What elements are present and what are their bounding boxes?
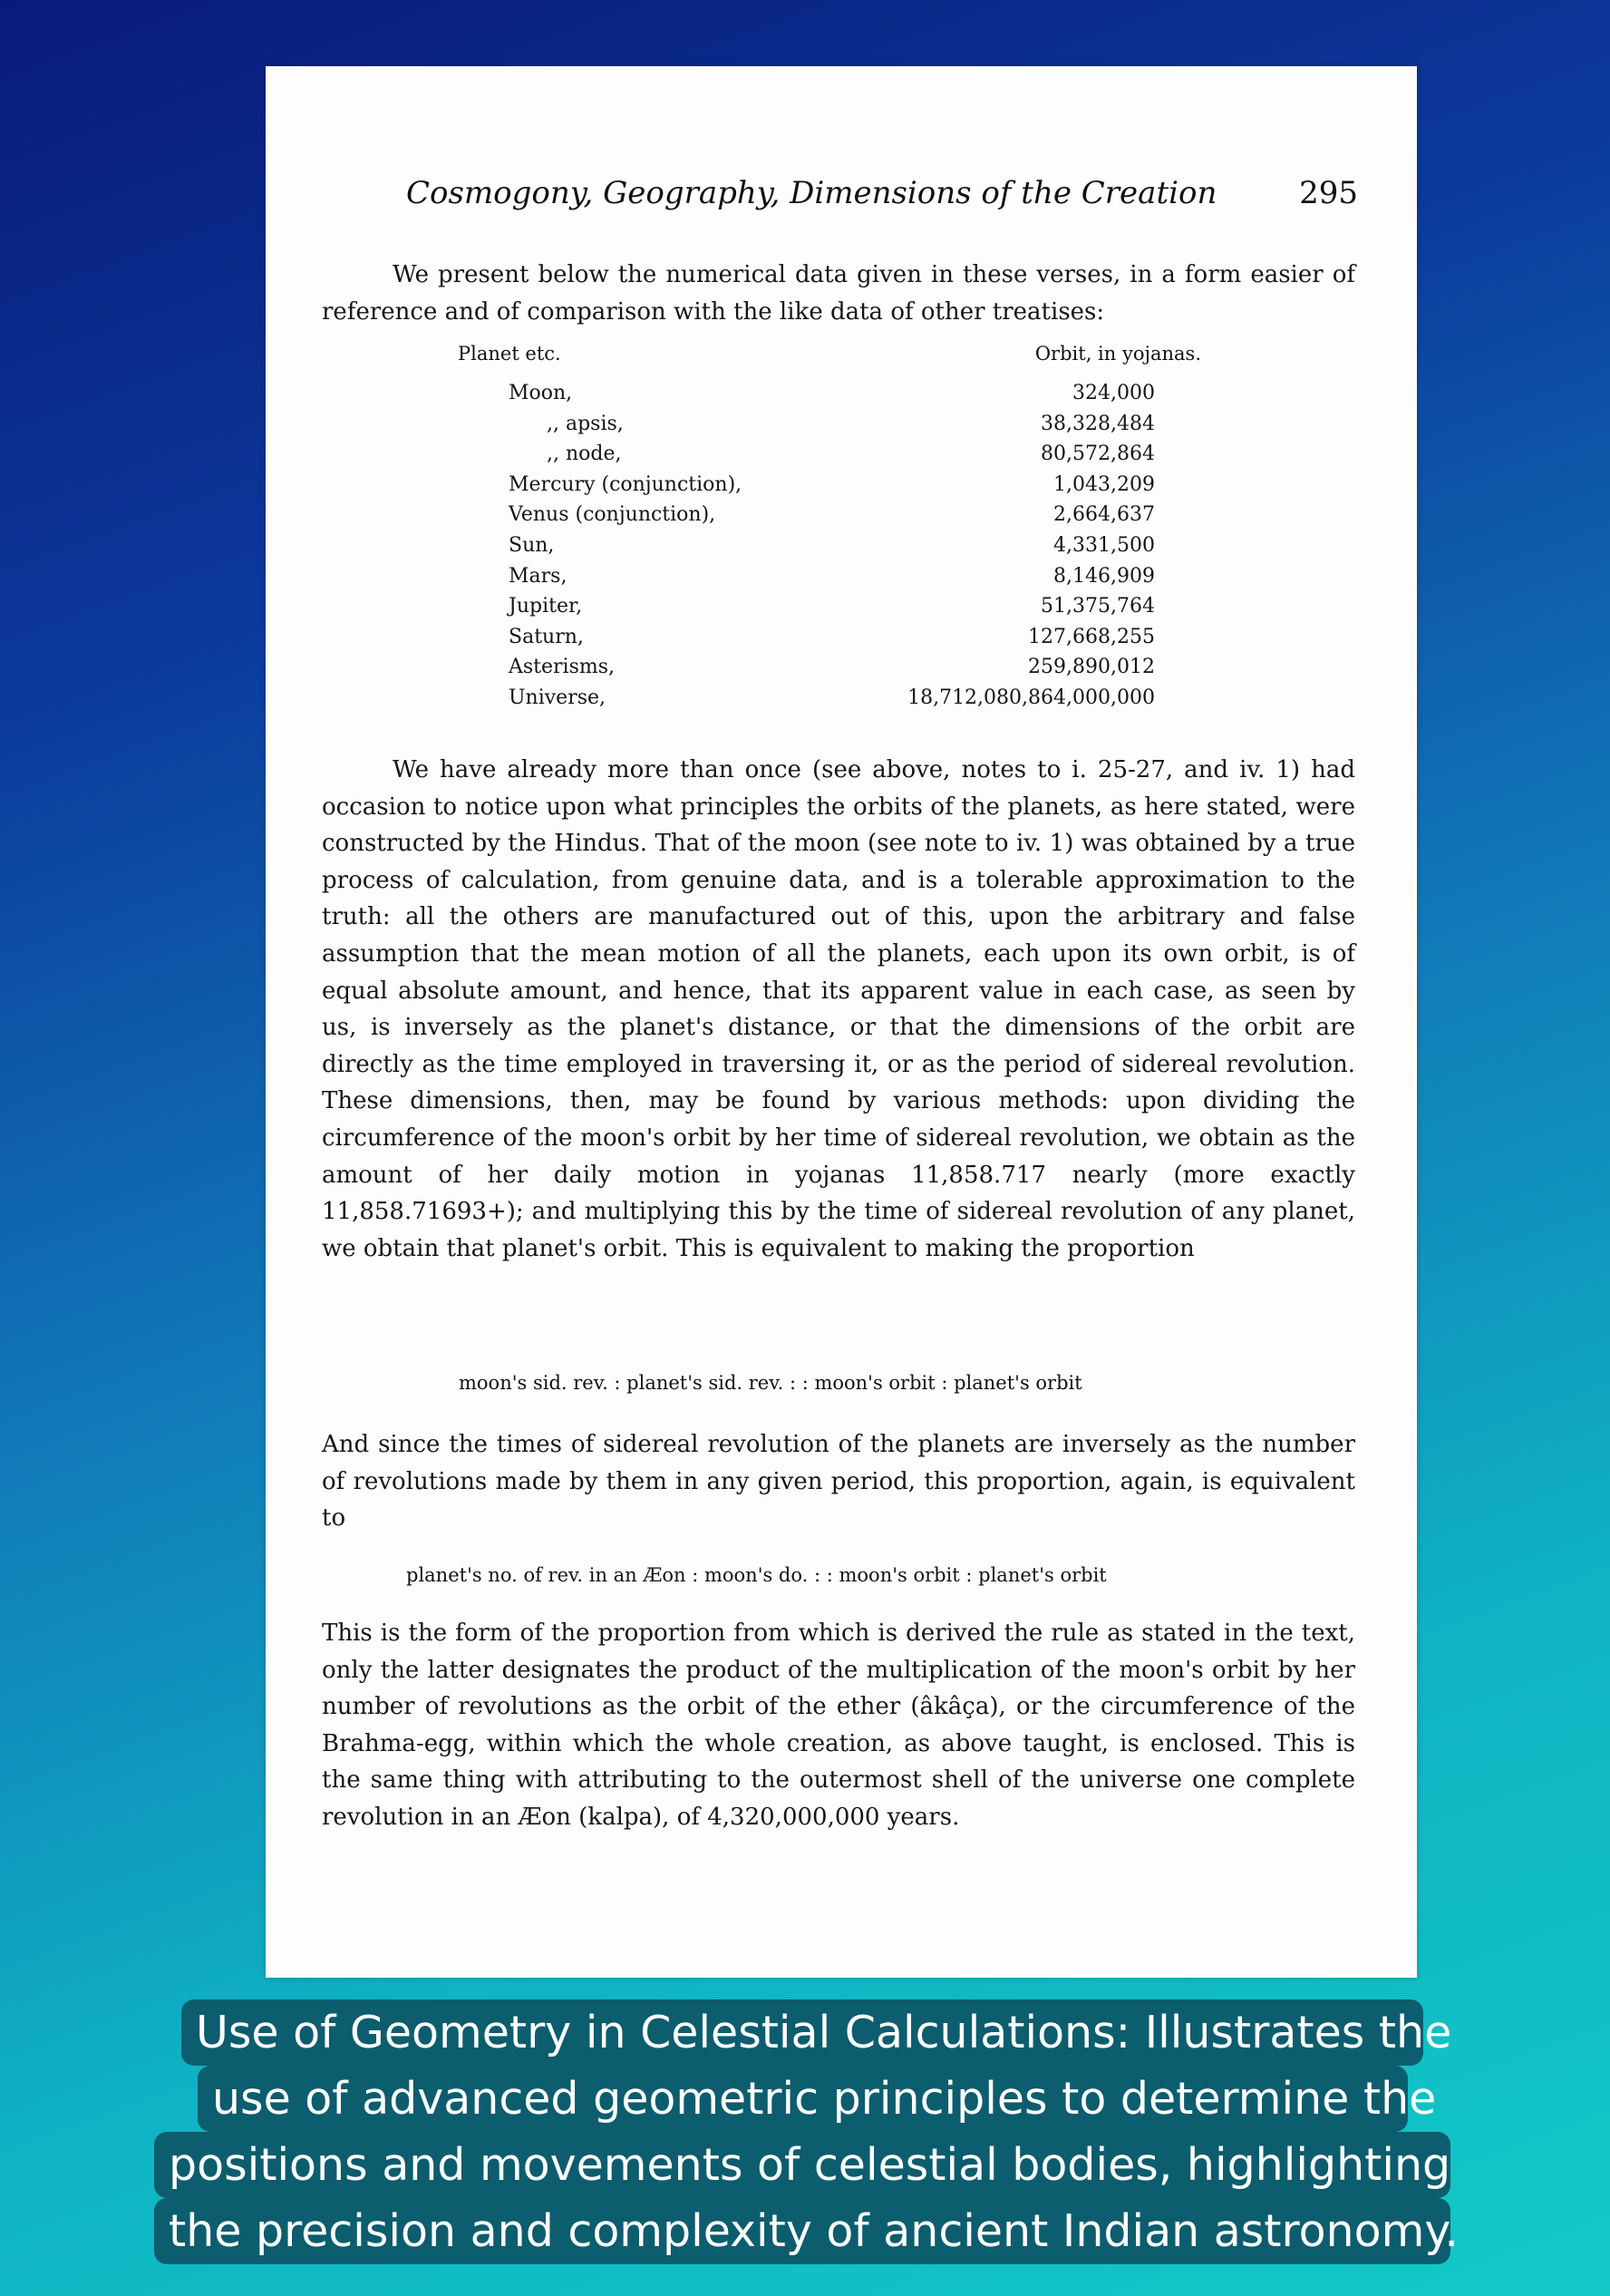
table-row <box>509 626 1155 657</box>
orbit-value: 38,328,484 <box>1041 412 1155 435</box>
table-row <box>509 595 1155 626</box>
orbit-table <box>509 382 1155 717</box>
table-row <box>509 443 1155 473</box>
orbit-value: 8,146,909 <box>1053 564 1155 588</box>
orbit-value: 80,572,864 <box>1041 443 1155 466</box>
table-row <box>509 413 1155 443</box>
planet-name: Universe, <box>509 686 606 709</box>
planet-name: Sun, <box>509 533 555 557</box>
orbit-value: 18,712,080,864,000,000 <box>907 686 1155 709</box>
proportion-1: moon's sid. rev. : planet's sid. rev. : : moon's orbit : planet's orbit <box>459 1372 1082 1394</box>
table-header <box>458 343 1201 374</box>
table-row <box>509 503 1155 534</box>
orbit-value: 51,375,764 <box>1041 595 1155 618</box>
column-header-planet: Planet etc. <box>458 343 561 365</box>
table-row <box>509 565 1155 596</box>
caption-line-1: Use of Geometry in Celestial Calculations: Illustrates the <box>181 1999 1423 2066</box>
body-paragraph-1: We have already more than once (see above, notes to i. 25-27, and iv. 1) had occasion to notice upon what principles the orbits of the planets, as here stated, were constructed by the Hindus. That of the moon (see note to iv. 1) was obtained by a true process of calculation, from genuine data, and is a tolerable approximation to the truth: all the others are manufactured out of this, upon the arbitrary and false assumption that the mean motion of all the planets, each upon its own orbit, is of equal absolute amount, and hence, that its apparent value in each case, as seen by us, is inversely as the planet's distance, or that the dimensions of the orbit are directly as the time employed in traversing it, or as the period of sidereal revolution. These dimensions, then, may be found by various methods: upon dividing the circumference of the moon's orbit by her time of sidereal revolution, we obtain as the amount of her daily motion in yojanas 11,858.717 nearly (more exactly 11,858.71693+); and multiplying this by the time of sidereal revolution of any planet, we obtain that planet's orbit. This is equivalent to making the proportion <box>322 756 1355 1262</box>
table-row <box>509 473 1155 504</box>
scanned-book-page <box>266 66 1417 1978</box>
caption <box>154 1999 1459 2272</box>
orbit-value: 324,000 <box>1072 382 1155 404</box>
planet-name: Saturn, <box>509 625 584 648</box>
planet-name: Venus (conjunction), <box>509 503 716 527</box>
planet-name: ,, apsis, <box>547 412 624 435</box>
planet-name: Mars, <box>509 564 567 588</box>
planet-name: ,, node, <box>547 443 622 466</box>
body-paragraph-2: And since the times of sidereal revolution of the planets are inversely as the number of revolutions made by them in any given period, this proportion, again, is equivalent to <box>322 1431 1355 1532</box>
running-head <box>406 175 1358 229</box>
table-row <box>509 656 1155 686</box>
orbit-value: 127,668,255 <box>1028 625 1155 648</box>
orbit-value: 4,331,500 <box>1053 533 1155 557</box>
intro-paragraph: We present below the numerical data given in these verses, in a form easier of reference and of comparison with the like data of other treatises: <box>322 261 1355 326</box>
table-row <box>509 534 1155 565</box>
planet-name: Asterisms, <box>509 656 616 679</box>
orbit-value: 2,664,637 <box>1053 503 1155 527</box>
orbit-value: 259,890,012 <box>1028 656 1155 679</box>
caption-line-2: use of advanced geometric principles to determine the <box>198 2066 1408 2132</box>
proportion-2: planet's no. of rev. in an Æon : moon's do. : : moon's orbit : planet's orbit <box>406 1564 1107 1586</box>
column-header-orbit: Orbit, in yojanas. <box>1034 343 1201 365</box>
table-row <box>509 686 1155 717</box>
caption-line-4: the precision and complexity of ancient Indian astronomy. <box>154 2198 1450 2264</box>
running-title: Cosmogony, Geography, Dimensions of the Creation <box>406 175 1217 211</box>
body-paragraph-3: This is the form of the proportion from which is derived the rule as stated in the text, only the latter designates the product of the multiplication of the moon's orbit by her number of revolutions as the orbit of the ether (âkâça), or the circumference of the Brahma-egg, within which the whole creation, as above taught, is enclosed. This is the same thing with attributing to the outermost shell of the universe one complete revolution in an Æon (kalpa), of 4,320,000,000 years. <box>322 1620 1355 1831</box>
table-row <box>509 382 1155 413</box>
planet-name: Mercury (conjunction), <box>509 472 742 496</box>
planet-name: Jupiter, <box>509 595 583 618</box>
page-number: 295 <box>1299 175 1358 211</box>
caption-line-3: positions and movements of celestial bodies, highlighting <box>154 2132 1450 2198</box>
orbit-value: 1,043,209 <box>1053 472 1155 496</box>
planet-name: Moon, <box>509 382 573 404</box>
